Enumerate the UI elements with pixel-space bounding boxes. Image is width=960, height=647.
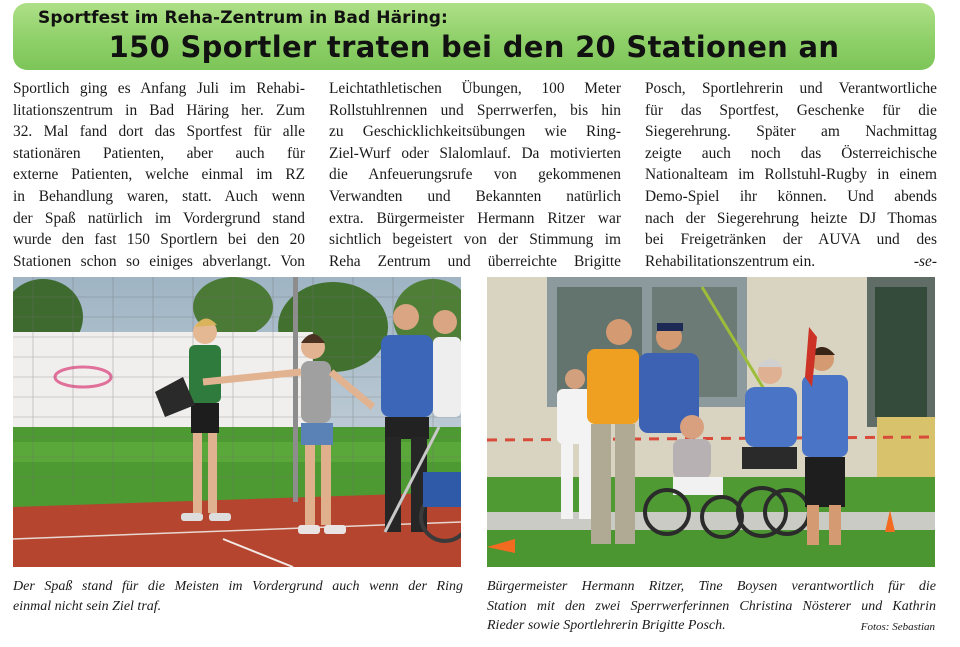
photo-ring-toss-illustration (13, 277, 461, 567)
column-line: in Behandlung waren, statt. Auch wenn (13, 187, 305, 205)
caption-left (13, 577, 463, 616)
column-line: Rehabilitationszentrum ein. (645, 252, 816, 270)
column-line: die Anfeuerungsrufe von gekommenen (329, 166, 621, 184)
column-line-last (645, 251, 937, 273)
column-line: Reha Zentrum und überreichte Brigitte (329, 252, 621, 270)
column-line: nach der Siegerehrung heizte DJ Thomas (645, 209, 937, 227)
column-line: extra. Bürgermeister Hermann Ritzer war (329, 209, 621, 227)
photo-javelin-station (487, 277, 935, 567)
photo-javelin-station-illustration (487, 277, 935, 567)
caption-line: Station mit den zwei Sperrwerferinnen Christina Nösterer und Kathrin (487, 598, 936, 614)
column-line: Ziel-Wurf oder Slalomlauf. Da motivierten (329, 144, 621, 162)
column-line: Rollstuhlrennen und Sperrwerfen, bis hin (329, 101, 621, 119)
author-signature: -se- (913, 252, 937, 270)
column-line: der Spaß natürlich im Vordergrund stand (13, 209, 305, 227)
column-line: bei Freigetränken der AUVA und des (645, 231, 937, 249)
caption-line: einmal nicht sein Ziel traf. (13, 598, 162, 614)
column-line: zu Geschicklichkeitsübungen wie Ring- (329, 123, 621, 141)
main-headline: 150 Sportler traten bei den 20 Stationen an (108, 30, 840, 64)
column-line: 32. Mal fand dort das Sportfest für alle (13, 123, 305, 141)
headline-banner (13, 3, 935, 70)
column-line: Stationen schon so einiges abverlangt. Von (13, 252, 305, 270)
kicker-title: Sportfest im Reha-Zentrum in Bad Häring: (38, 8, 448, 28)
caption-line: Rieder sowie Sportlehrerin Brigitte Posch. (487, 618, 726, 633)
article-column-2 (329, 78, 621, 272)
column-line: Demo-Spiel ihr können. Und abends (645, 187, 937, 205)
column-line: stationären Patienten, aber auch für (13, 144, 305, 162)
column-line: zeigte auch noch das Österreichische (645, 144, 937, 162)
photo-ring-toss (13, 277, 461, 567)
column-line: Leichtathletischen Übungen, 100 Meter (329, 80, 621, 97)
column-line: Siegerehrung. Später am Nachmittag (645, 123, 937, 141)
column-line: Nationalteam im Rollstuhl-Rugby in einem (645, 166, 937, 184)
column-line: Sportlich ging es Anfang Juli im Rehabi- (13, 80, 305, 97)
column-line: externe Patienten, welche einmal im RZ (13, 166, 305, 184)
column-line: für das Sportfest, Geschenke für die (645, 101, 937, 119)
article-column-3 (645, 78, 937, 272)
photo-credit: Fotos: Sebastian (860, 621, 935, 633)
article-column-1 (13, 78, 305, 272)
column-line: sichtlich begeistert von der Stimmung im (329, 231, 621, 249)
caption-line: Bürgermeister Hermann Ritzer, Tine Boysen verantwortlich für die (487, 579, 936, 594)
column-line: Verwandten und Bekannten natürlich (329, 187, 621, 205)
column-line: wurde den fast 150 Sportlern bei den 20 (13, 231, 305, 249)
column-line: litationszentrum in Bad Häring her. Zum (13, 101, 305, 119)
caption-line: Der Spaß stand für die Meisten im Vordergrund auch wenn der Ring (13, 579, 463, 594)
column-line: Posch, Sportlehrerin und Verantwortliche (645, 80, 937, 97)
